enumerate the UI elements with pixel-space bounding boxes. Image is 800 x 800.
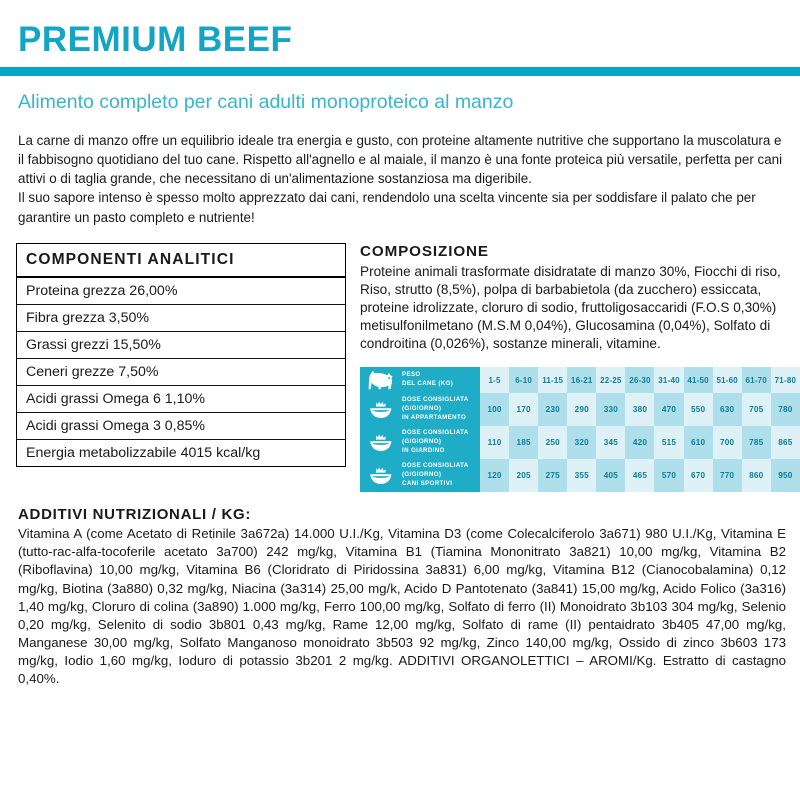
feeding-guide (360, 367, 800, 492)
table-row (17, 331, 346, 358)
table-row (17, 277, 346, 305)
composition-title: COMPOSIZIONE (360, 242, 489, 260)
intro-paragraph-1: La carne di manzo offre un equilibrio ideale tra energia e gusto, con proteine altamente nutritive che supportano la muscolatura e il fabbisogno quotidiano del tuo cane. Rispetto all'agnello e al maiale, il manzo è una fonte proteica più versatile, perfetta per cani attivi o di taglia grande, che necessitano di un'alimentazione sostanziosa ma digeribile. (18, 132, 783, 187)
dose-cell: 515 (654, 426, 683, 459)
feeding-row-label: DOSE CONSIGLIATA (G/GIORNO) IN GIARDINO (402, 426, 480, 459)
table-row (17, 412, 346, 439)
weight-range-cell: 22-25 (596, 367, 625, 393)
intro-paragraph-2: Il suo sapore intenso è spesso molto apprezzato dai cani, rendendolo una scelta vincente sia per soddisfare il palato che per garantire un pasto completo e nutriente! (18, 190, 756, 225)
weight-range-cell: 16-21 (567, 367, 596, 393)
page-title: PREMIUM BEEF (18, 20, 293, 59)
weight-range-cell: 26-30 (625, 367, 654, 393)
dose-cell: 610 (684, 426, 713, 459)
dose-cell: 185 (509, 426, 538, 459)
feeding-table-body (360, 367, 800, 492)
dose-cell: 420 (625, 426, 654, 459)
dose-cell: 630 (713, 393, 742, 426)
dose-cell: 670 (684, 459, 713, 492)
intro-description (18, 131, 786, 227)
food-bowl-icon (360, 426, 402, 459)
dose-cell: 465 (625, 459, 654, 492)
weight-range-cell: 51-60 (713, 367, 742, 393)
dose-cell: 950 (771, 459, 800, 492)
weight-range-cell: 31-40 (654, 367, 683, 393)
table-row (17, 439, 346, 466)
dose-cell: 355 (567, 459, 596, 492)
dose-cell: 250 (538, 426, 567, 459)
feeding-header-row (360, 367, 800, 393)
dose-cell: 865 (771, 426, 800, 459)
analytical-value: Proteina grezza 26,00% (26, 282, 178, 299)
feeding-row-label: DOSE CONSIGLIATA (G/GIORNO) IN APPARTAMENTO (402, 393, 480, 426)
feeding-row-sport (360, 459, 800, 492)
dose-cell: 785 (742, 426, 771, 459)
feeding-dosage-table (360, 367, 800, 492)
dose-cell: 110 (480, 426, 509, 459)
table-row (17, 358, 346, 385)
analytical-column (16, 243, 346, 467)
dose-cell: 780 (771, 393, 800, 426)
dose-cell: 470 (654, 393, 683, 426)
composition-column (360, 243, 800, 492)
table-row (17, 304, 346, 331)
dose-cell: 330 (596, 393, 625, 426)
dog-icon (360, 367, 402, 393)
analytical-value: Grassi grezzi 15,50% (17, 331, 346, 358)
additives-body: Vitamina A (come Acetato di Retinile 3a672a) 14.000 U.I./Kg, Vitamina D3 (come Colecalciferolo 3a671) 980 U.I./Kg, Vitamina E (tutto-rac-alfa-tocoferile acetato 3a700) 242 mg/kg, Vitamina B1 (Tiamina Mononitrato 3a821) 10,00 mg/kg, Vitamina B2 (Riboflavina) 10,00 mg/kg, Vitamina B6 (Cloridrato di Piridossina 3a831) 6,00 mg/kg, Vitamina B12 (Cianocobalamina) 0,12 mg/kg, Biotina (3a880) 0,32 mg/kg, Niacina (3a314) 25,00 mg/k, Acido D Pantotenato (3a841) 15,00 mg/kg, Acido Folico (3a316) 1,40 mg/kg, Cloruro di colina (3a890) 1.000 mg/kg, Ferro 100,00 mg/kg, Solfato di ferro (II) Monoidrato 3b103 304 mg/kg, Selenio 0,20 mg/kg, Selenito di sodio 3b801 0,43 mg/kg, Rame 12,00 mg/kg, Solfato di rame (II) pentaidrato 3b405 47,00 mg/kg, Manganese 30,00 mg/kg, Solfato Manganoso monoidrato 3b503 92 mg/kg, Zinco 140,00 mg/kg, Ossido di zinco 3b603 173 mg/kg, Iodio 1,60 mg/kg, Ioduro di potassio 3b201 2 mg/kg. ADDITIVI ORGANOLETTICI – AROMI/Kg. Estratto di castagno 0,40%. (18, 526, 786, 687)
analytical-value: Acidi grassi Omega 6 1,10% (17, 385, 346, 412)
analytical-table-header: COMPONENTI ANALITICI (17, 243, 346, 277)
weight-range-cell: 71-80 (771, 367, 800, 393)
dose-cell: 345 (596, 426, 625, 459)
composition-body: Proteine animali trasformate disidratate di manzo 30%, Fiocchi di riso, Riso, strutto (8,5%), polpa di barbabietola (da zucchero) essiccata, proteine idrolizzate, cloruro di sodio, fruttoligosaccaridi (F.O.S 0,30%) metisulfonilmetano (M.S.M 0,04%), Glucosamina (0,04%), Solfato di condroitina (0,026%), sostanze minerali, vitamine. (360, 263, 781, 352)
dose-cell: 550 (684, 393, 713, 426)
weight-range-cell: 1-5 (480, 367, 509, 393)
dose-cell: 860 (742, 459, 771, 492)
dose-cell: 405 (596, 459, 625, 492)
mid-section (16, 242, 797, 492)
analytical-value: Acidi grassi Omega 3 0,85% (17, 412, 346, 439)
dose-cell: 700 (713, 426, 742, 459)
dose-cell: 770 (713, 459, 742, 492)
weight-range-cell: 41-50 (684, 367, 713, 393)
dose-cell: 380 (625, 393, 654, 426)
analytical-table-body (17, 277, 346, 467)
dose-cell: 205 (509, 459, 538, 492)
weight-range-cell: 11-15 (538, 367, 567, 393)
dose-cell: 100 (480, 393, 509, 426)
analytical-value: Fibra grezza 3,50% (17, 304, 346, 331)
page-subtitle: Alimento completo per cani adulti monoproteico al manzo (18, 91, 514, 113)
analytical-components-table (16, 243, 346, 467)
weight-range-cell: 6-10 (509, 367, 538, 393)
dose-cell: 290 (567, 393, 596, 426)
analytical-value: Energia metabolizzabile 4015 kcal/kg (17, 439, 346, 466)
accent-divider (0, 67, 800, 76)
food-bowl-icon (360, 459, 402, 492)
dose-cell: 120 (480, 459, 509, 492)
feeding-row-apartment (360, 393, 800, 426)
table-row (17, 385, 346, 412)
feeding-row-garden (360, 426, 800, 459)
dose-cell: 170 (509, 393, 538, 426)
additives-section (18, 506, 784, 688)
table-header-row (17, 243, 346, 277)
dose-cell: 320 (567, 426, 596, 459)
dose-cell: 705 (742, 393, 771, 426)
analytical-value: Ceneri grezze 7,50% (17, 358, 346, 385)
feeding-row-label: DOSE CONSIGLIATA (G/GIORNO) CANI SPORTIVI (402, 459, 480, 492)
feeding-row-label: PESO DEL CANE (KG) (402, 367, 480, 393)
additives-title: ADDITIVI NUTRIZIONALI / KG: (18, 506, 252, 524)
food-bowl-icon (360, 393, 402, 426)
dose-cell: 570 (654, 459, 683, 492)
dose-cell: 230 (538, 393, 567, 426)
dose-cell: 275 (538, 459, 567, 492)
weight-range-cell: 61-70 (742, 367, 771, 393)
